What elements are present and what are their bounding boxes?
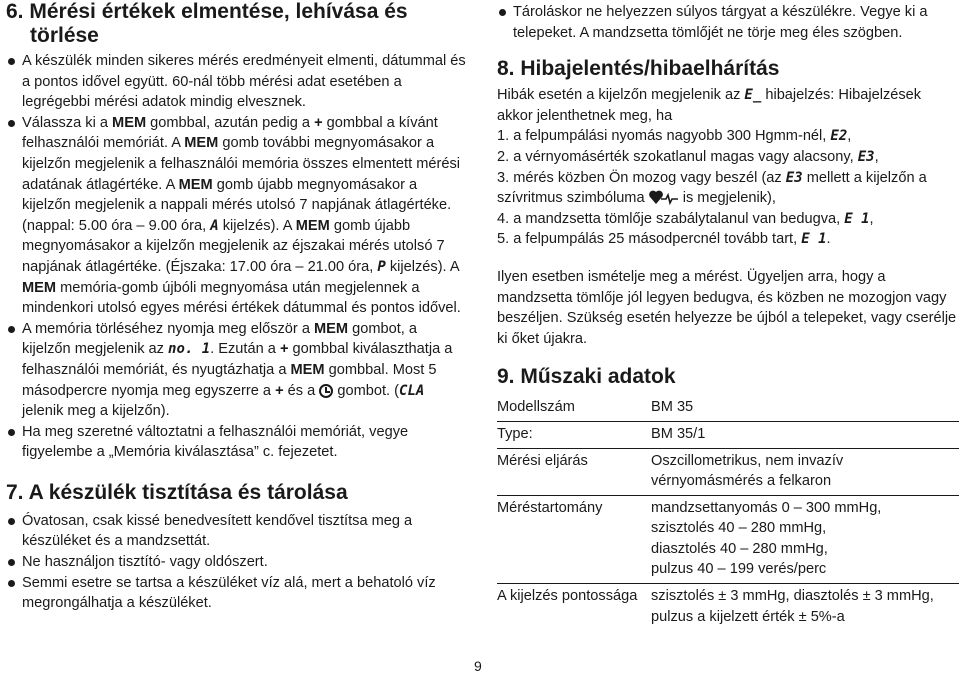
spec-value: mandzsettanyomás 0 – 300 mmHg, szisztolés 40 – 280 mmHg, diasztolés 40 – 280 mmHg, pulzus 40 – 199 verés/perc [651,495,959,583]
table-row [497,421,959,448]
spec-key: Type: [497,421,651,448]
section-6-title: 6. Mérési értékek elmentése, lehívása és törlése [6,0,408,47]
table-row [497,448,959,495]
spec-key: A kijelzés pontossága [497,588,638,605]
list-item: Óvatosan, csak kissé benedvesített kendővel tisztítsa meg a készüléket és a mandzsettát. [6,511,468,552]
list-item: Ha meg szeretné változtatni a felhasználói memóriát, vegye figyelembe a „Memória kiválasztása” c. fejezetet. [6,422,468,463]
error-list [497,126,959,250]
display-symbol-e: E_ [744,87,762,104]
spec-key: Mérési eljárás [497,448,651,495]
spec-value: Oszcillometrikus, nem invazív vérnyomásmérés a felkaron [651,448,959,495]
heart-rhythm-icon [649,189,679,205]
section-6-list [6,51,468,463]
list-item: Válassza ki a MEM gombbal, azután pedig a + gombbal a kívánt felhasználói memóriát. A MEM gomb további megnyomásakor a kijelzőn megjelenik a felhasználói memória összes elmentett mérési adatának átlagértéke. A MEM gomb újabb megnyomásakor a kijelzőn megjelenik a nappali mérés utolsó 7 napjának átlagértéke. (nappal: 5.00 óra – 9.00 óra, A kijelzés). A MEM gomb újabb megnyomásakor a kijelzőn megjelenik az éjszakai mérés utolsó 7 napjának átlagértéke. (Éjszaka: 17.00 óra – 21.00 óra, P kijelzés). A MEM memória-gomb újbóli megnyomása után megjelennek a mindenkori utolsó egyes mérési értékek dátummal és pontos idővel. [6,113,468,319]
spec-key: Modellszám [497,395,651,421]
right-column [497,0,959,630]
error-item: 4. a mandzsetta tömlője szabálytalanul van bedugva, E 1, [497,210,874,227]
table-row [497,395,959,421]
table-row [497,495,959,583]
list-item: A memória törléséhez nyomja meg először a MEM gombot, a kijelzőn megjelenik az no. 1. Ezután a + gombbal kiválaszthatja a felhasználói memóriát, és nyugtázhatja a MEM gombbal. Most 5 másodpercre nyomja meg egyszerre a + és a gombot. (CLA jelenik meg a kijelzőn). [6,319,468,422]
clock-icon [319,384,333,398]
error-item: 2. a vérnyomásérték szokatlanul magas vagy alacsony, E3, [497,148,879,165]
error-item: 5. a felpumpálás 25 másodpercnél tovább tart, E 1. [497,231,831,248]
display-symbol-p: P [377,258,386,275]
spec-key: Méréstartomány [497,495,651,583]
spec-table [497,395,959,630]
list-item: Semmi esetre se tartsa a készüléket víz alá, mert a behatoló víz megrongálhatja a készüléket. [6,573,468,614]
table-row [497,584,959,631]
error-code: E3 [785,169,803,186]
error-item: 3. mérés közben Ön mozog vagy beszél (az E3 mellett a kijelzőn a szívritmus szimbóluma is megjelenik), [497,169,927,207]
spec-value: BM 35 [651,395,959,421]
section-7-list [6,511,468,614]
section-9-title: 9. Műszaki adatok [497,365,676,389]
display-symbol-no1: no. 1 [168,341,211,358]
error-code: E3 [857,148,875,165]
error-intro: Hibák esetén a kijelzőn megjelenik az E_ hibajelzés: Hibajelzések akkor jelenthetnek meg, ha [497,87,922,124]
list-item: Ne használjon tisztító- vagy oldószert. [6,552,468,573]
error-code: E 1 [801,231,827,248]
display-symbol-a: A [210,217,219,234]
list-item: A készülék minden sikeres mérés eredményeit elmenti, dátummal és a pontos idővel együtt. 60-nál több mérési adat esetében a legrégebbi mérési adatok mindig elvesznek. [6,51,468,113]
error-item: 1. a felpumpálási nyomás nagyobb 300 Hgmm-nél, E2, [497,128,852,145]
section-7-title: 7. A készülék tisztítása és tárolása [6,480,348,504]
spec-value: BM 35/1 [651,421,959,448]
error-code: E2 [830,128,848,145]
display-symbol-cla: CLA [399,382,425,399]
error-outro: Ilyen esetben ismételje meg a mérést. Ügyeljen arra, hogy a mandzsetta tömlője jól legyen bedugva, és közben ne mozogjon vagy beszéljen. Szükség esetén helyezze be újból a telepeket, vagy cserélje ki őket újakra. [497,268,957,347]
storage-list [497,2,959,43]
error-code: E 1 [844,210,870,227]
list-item: Tároláskor ne helyezzen súlyos tárgyat a készülékre. Vegye ki a telepeket. A mandzsetta tömlőjét ne törje meg éles szögben. [497,2,959,43]
section-8-title: 8. Hibajelentés/hibaelhárítás [497,57,780,81]
spec-value: szisztolés ± 3 mmHg, diasztolés ± 3 mmHg, pulzus a kijelzett érték ± 5%-a [651,588,934,625]
left-column [6,0,468,614]
page-number: 9 [474,658,482,674]
